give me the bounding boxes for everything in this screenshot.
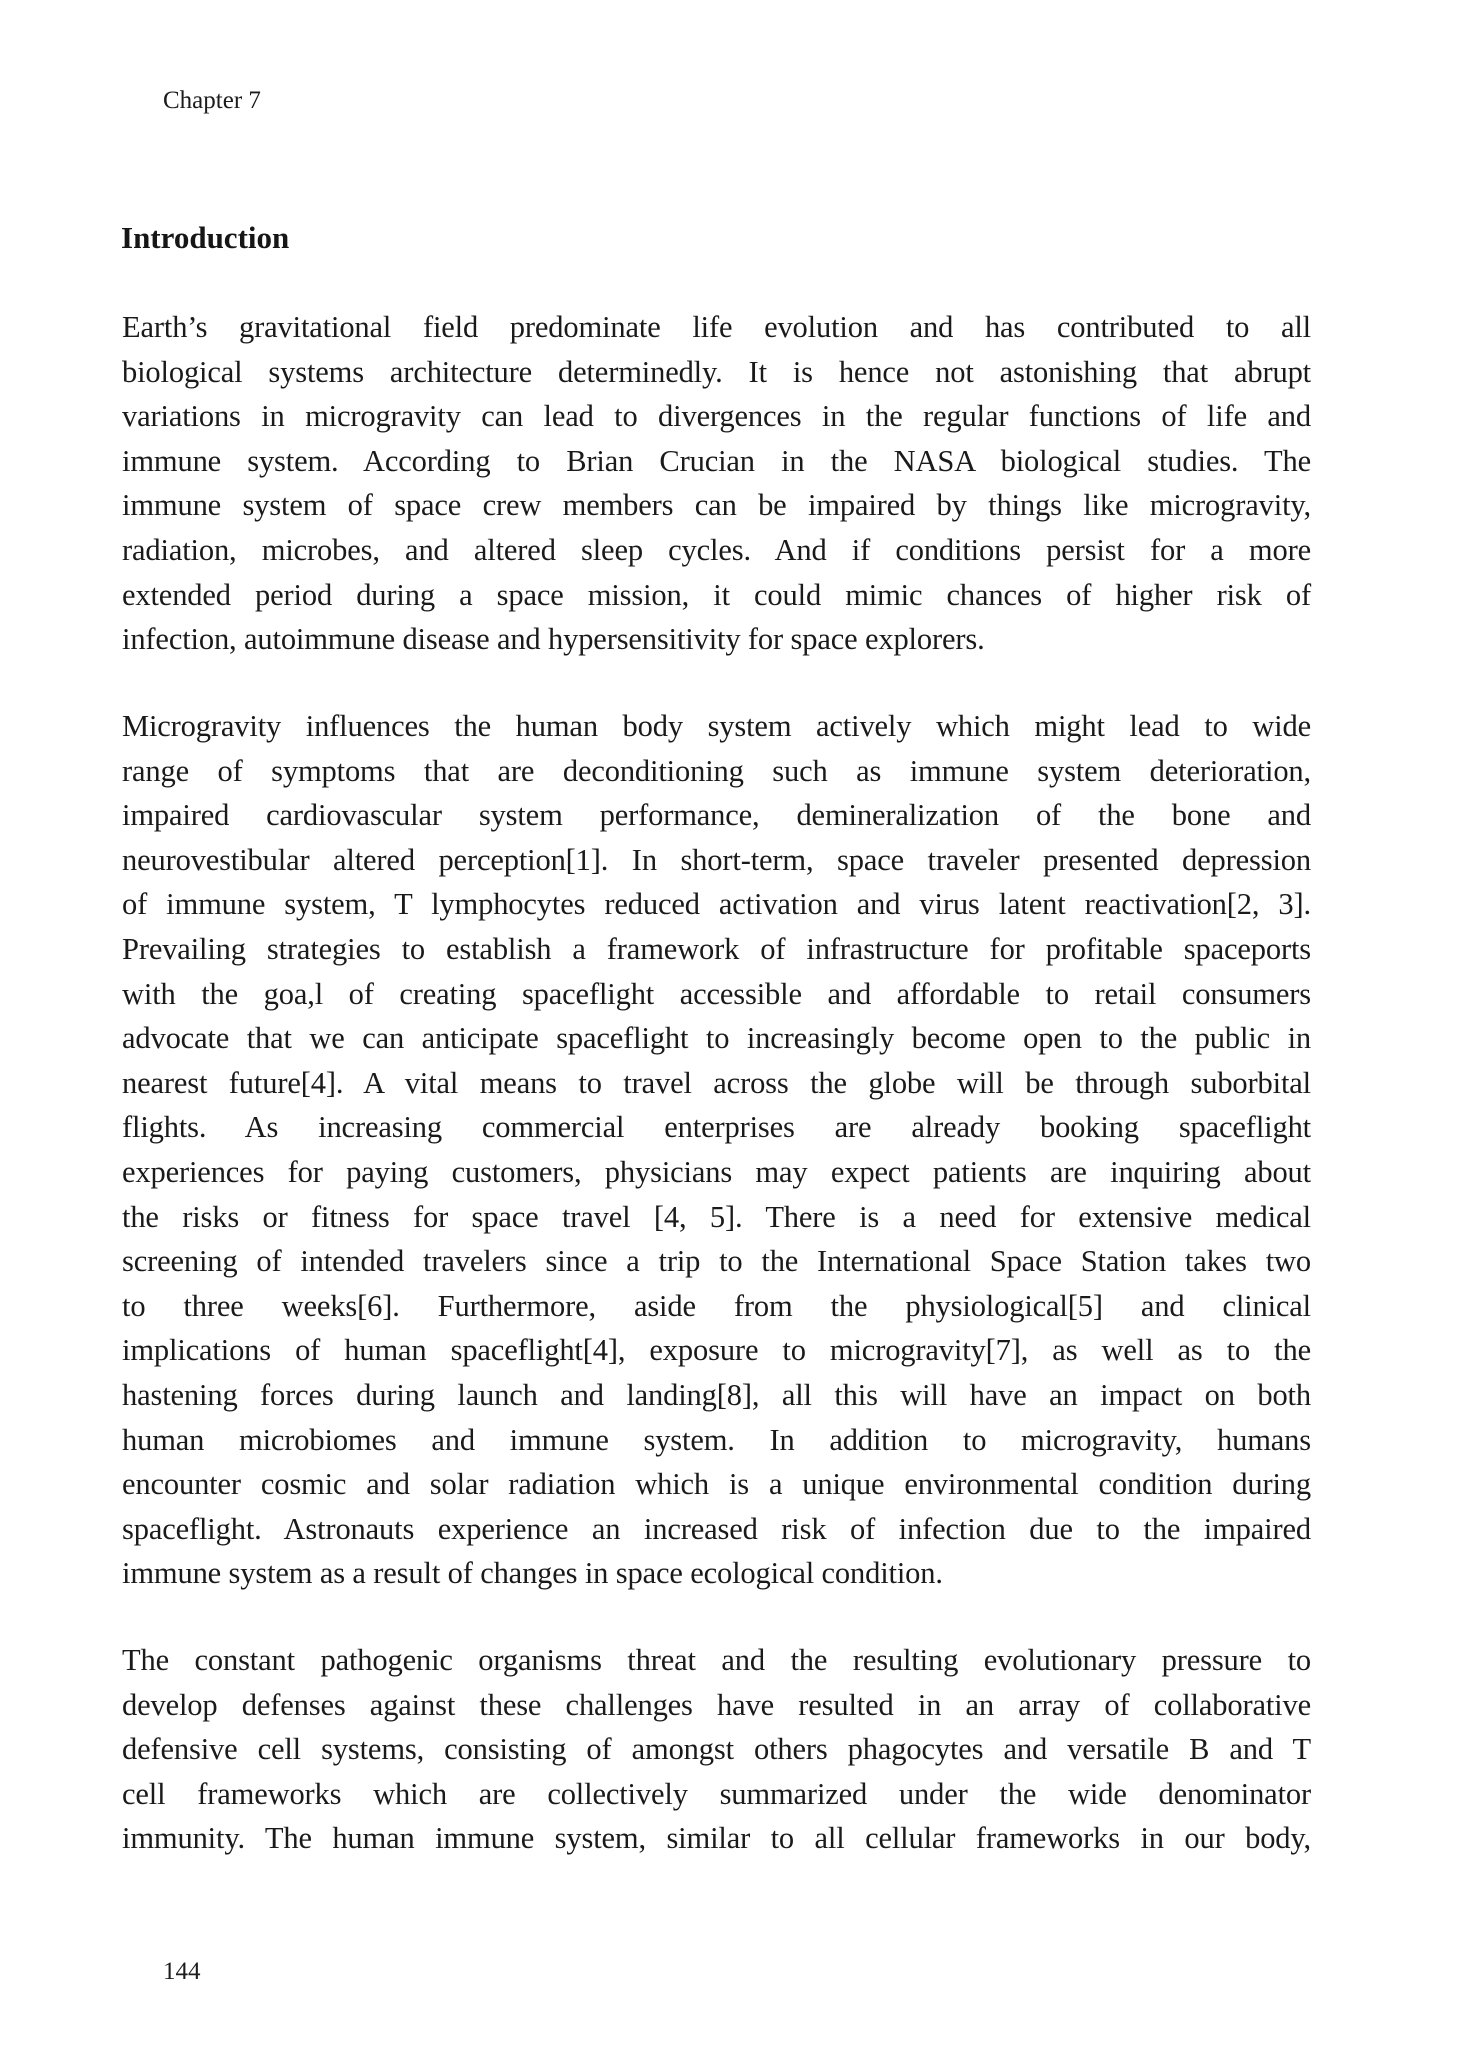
page-number: 144 <box>163 1958 201 1985</box>
text-line: neurovestibular altered perception[1]. In short-term, space traveler presented depression <box>122 842 1311 877</box>
text-line: nearest future[4]. A vital means to travel across the globe will be through suborbital <box>122 1065 1311 1100</box>
text-line: to three weeks[6]. Furthermore, aside from the physiological[5] and clinical <box>122 1288 1311 1323</box>
text-line: extended period during a space mission, it could mimic chances of higher risk of <box>122 577 1311 612</box>
text-line: flights. As increasing commercial enterprises are already booking spaceflight <box>122 1110 1311 1145</box>
text-line: infection, autoimmune disease and hypersensitivity for space explorers. <box>122 622 985 657</box>
text-line: range of symptoms that are deconditioning such as immune system deterioration, <box>122 753 1311 788</box>
text-line: the risks or fitness for space travel [4, 5]. There is a need for extensive medical <box>122 1199 1311 1234</box>
text-line: hastening forces during launch and landing[8], all this will have an impact on both <box>122 1377 1311 1412</box>
text-line: immunity. The human immune system, similar to all cellular frameworks in our body, <box>122 1821 1311 1856</box>
text-line: develop defenses against these challenges have resulted in an array of collaborative <box>122 1687 1311 1722</box>
text-line: Prevailing strategies to establish a framework of infrastructure for profitable spaceports <box>122 931 1311 966</box>
text-line: The constant pathogenic organisms threat and the resulting evolutionary pressure to <box>122 1643 1311 1677</box>
paragraph-2 <box>122 704 1311 1596</box>
text-line: biological systems architecture determinedly. It is hence not astonishing that abrupt <box>122 354 1311 389</box>
text-line: spaceflight. Astronauts experience an increased risk of infection due to the impaired <box>122 1511 1311 1546</box>
text-line: human microbiomes and immune system. In addition to microgravity, humans <box>122 1422 1311 1457</box>
text-line: variations in microgravity can lead to divergences in the regular functions of life and <box>122 399 1311 434</box>
text-line: encounter cosmic and solar radiation which is a unique environmental condition during <box>122 1467 1311 1502</box>
text-line: cell frameworks which are collectively summarized under the wide denominator <box>122 1776 1311 1811</box>
text-line: Microgravity influences the human body system actively which might lead to wide <box>122 709 1311 743</box>
text-line: experiences for paying customers, physicians may expect patients are inquiring about <box>122 1154 1311 1189</box>
text-line: immune system of space crew members can be impaired by things like microgravity, <box>122 488 1311 523</box>
section-heading-introduction: Introduction <box>121 220 290 255</box>
text-line: immune system as a result of changes in space ecological condition. <box>122 1556 943 1591</box>
text-line: radiation, microbes, and altered sleep cycles. And if conditions persist for a more <box>122 532 1311 567</box>
text-line: Earth’s gravitational field predominate life evolution and has contributed to all <box>122 310 1311 344</box>
text-line: of immune system, T lymphocytes reduced activation and virus latent reactivation[2, 3]. <box>122 887 1311 922</box>
text-line: defensive cell systems, consisting of amongst others phagocytes and versatile B and T <box>122 1732 1311 1767</box>
text-line: implications of human spaceflight[4], exposure to microgravity[7], as well as to the <box>122 1333 1311 1368</box>
text-line: screening of intended travelers since a trip to the International Space Station takes two <box>122 1244 1311 1279</box>
paragraph-3 <box>122 1638 1311 1861</box>
text-line: immune system. According to Brian Crucian in the NASA biological studies. The <box>122 443 1311 478</box>
text-line: advocate that we can anticipate spaceflight to increasingly become open to the public in <box>122 1021 1311 1056</box>
paragraph-1 <box>122 305 1311 662</box>
text-line: impaired cardiovascular system performance, demineralization of the bone and <box>122 798 1311 833</box>
text-line: with the goa,l of creating spaceflight accessible and affordable to retail consumers <box>122 976 1311 1011</box>
running-head-chapter: Chapter 7 <box>163 87 261 114</box>
